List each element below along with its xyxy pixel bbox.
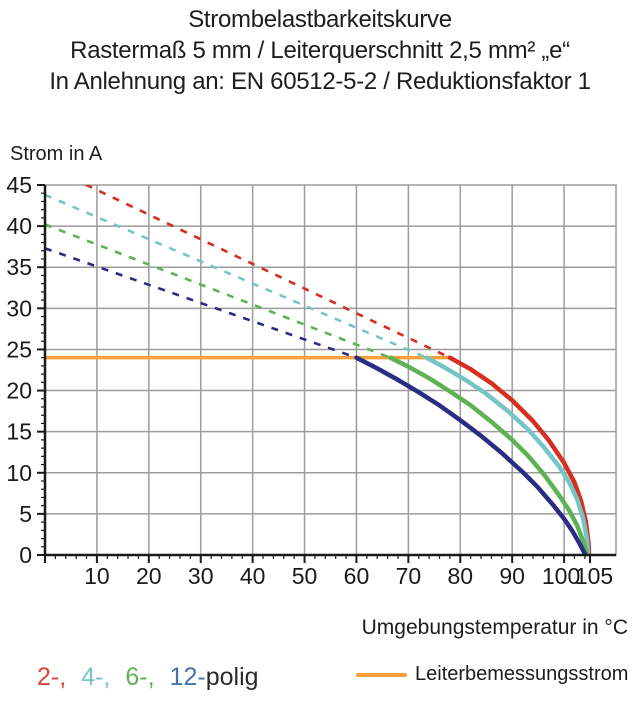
poles-legend [37, 663, 259, 692]
y-tick-label-10: 10 [6, 459, 32, 486]
chart-title-line3: In Anlehnung an: EN 60512-5-2 / Reduktionsfaktor 1 [49, 68, 591, 95]
y-tick-label-35: 35 [6, 254, 32, 281]
chart-header [0, 4, 640, 97]
pole-legend-12: 12- [169, 663, 206, 691]
derating-line-2-polig [45, 170, 450, 358]
chart-title-line2: Rastermaß 5 mm / Leiterquerschnitt 2,5 mm² „e“ [70, 37, 570, 64]
pole-legend-6: 6-, [125, 663, 155, 691]
y-tick-label-0: 0 [19, 542, 32, 568]
rated-current-label: Leiterbemessungsstrom [415, 663, 629, 685]
derating-line-4-polig [45, 195, 427, 358]
x-tick-label-105: 105 [574, 563, 614, 589]
pole-legend-4: 4-, [81, 663, 111, 691]
tick-layer [37, 185, 590, 563]
y-tick-label-45: 45 [6, 172, 32, 198]
y-tick-label-40: 40 [6, 213, 32, 240]
x-tick-label-90: 90 [499, 563, 525, 589]
x-tick-label-30: 30 [187, 563, 214, 589]
axis-layer [45, 185, 616, 555]
y-tick-label-5: 5 [19, 500, 32, 527]
pole-legend-2: 2-, [37, 663, 67, 691]
x-tick-label-70: 70 [395, 563, 422, 589]
data-layer [45, 170, 589, 555]
grid-layer [45, 185, 616, 555]
y-axis-title: Strom in A [10, 143, 103, 165]
rated-current-line-swatch [356, 673, 407, 677]
x-tick-label-50: 50 [291, 563, 318, 589]
plot-frame [45, 185, 616, 555]
y-tick-label-15: 15 [6, 418, 32, 445]
current-capacity-chart [0, 170, 640, 616]
x-tick-label-10: 10 [84, 563, 110, 589]
y-tick-label-30: 30 [6, 295, 32, 322]
pole-legend-suffix: polig [205, 663, 259, 691]
y-tick-label-20: 20 [6, 377, 32, 404]
x-tick-label-80: 80 [447, 563, 474, 589]
x-tick-label-40: 40 [239, 563, 266, 589]
x-axis-title: Umgebungstemperatur in °C [361, 616, 628, 639]
x-tick-label-60: 60 [343, 563, 370, 589]
x-tick-label-100: 100 [541, 563, 581, 589]
y-tick-label-25: 25 [6, 336, 32, 363]
chart-title-line1: Strombelastbarkeitskurve [188, 6, 452, 33]
x-tick-label-20: 20 [136, 563, 162, 589]
rated-current-legend [356, 663, 628, 686]
